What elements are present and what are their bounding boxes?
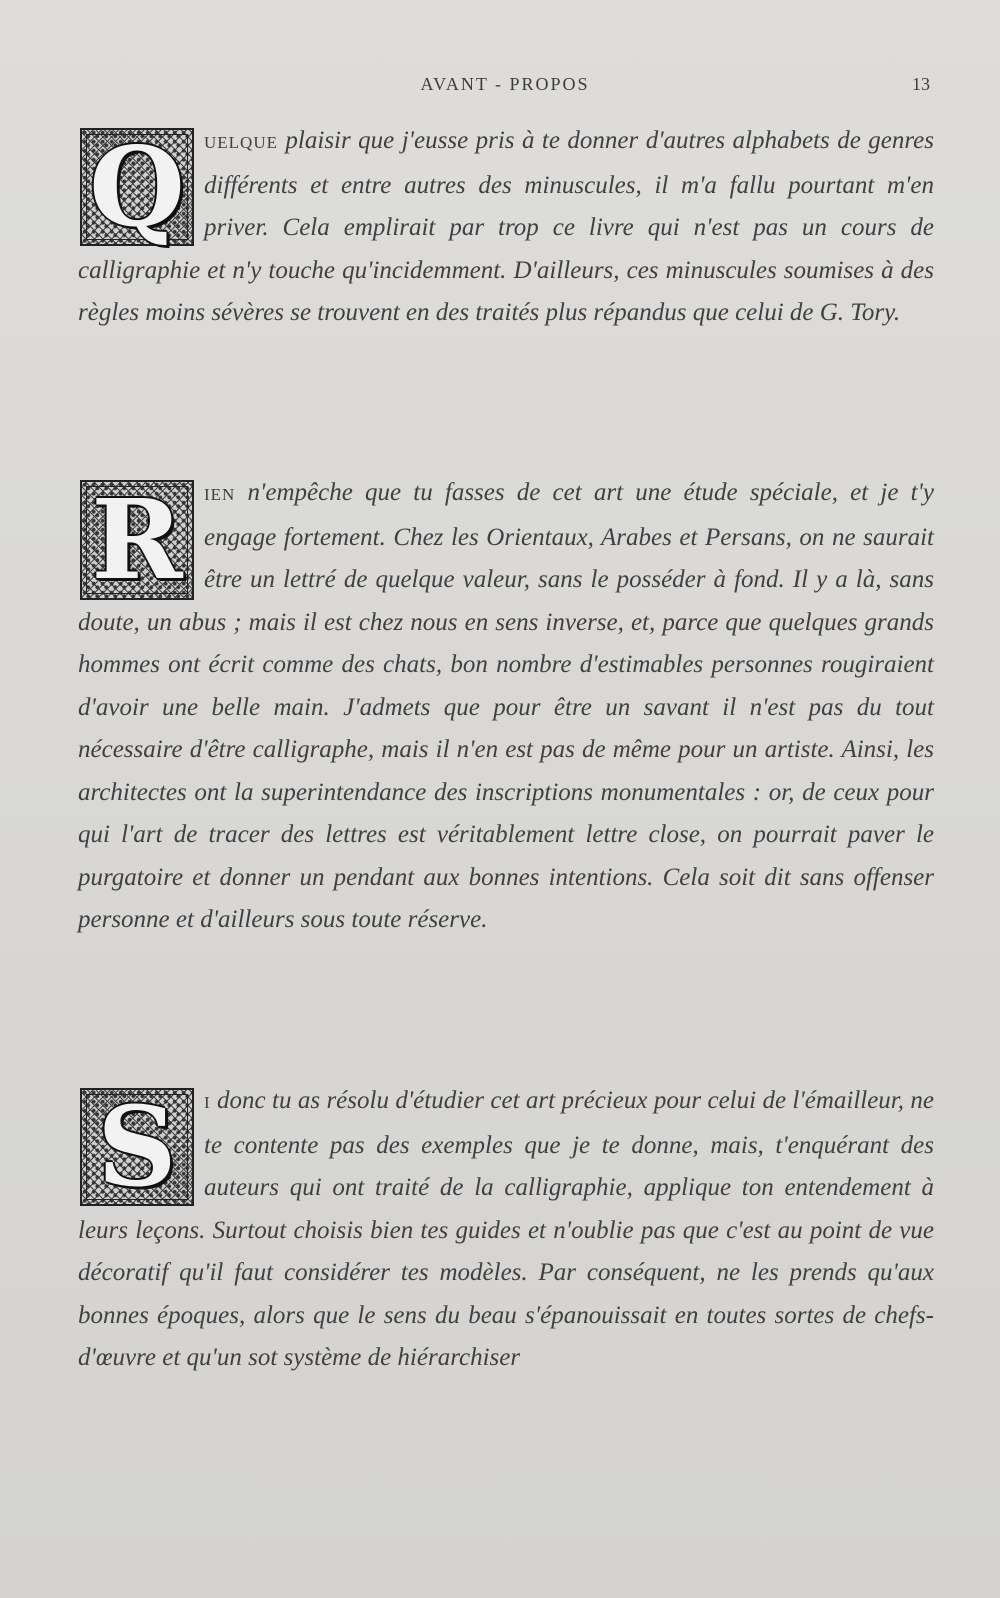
paragraph-3: [78, 1080, 934, 1380]
paragraph-2: [78, 472, 934, 942]
page-number: 13: [912, 74, 930, 94]
paragraph-text: donc tu as résolu d'étudier cet art précieux pour celui de l'émailleur, ne te contente pas des exemples que je te donne, mais, t'enquérant des auteurs qui ont traité de la calligraphie, applique ton entendement à leurs leçons. Surtout choisis bien tes guides et n'oublie pas que c'est au point de vue décoratif qu'il faut considérer tes modèles. Par conséquent, ne les prends qu'aux bonnes époques, alors que le sens du beau s'épanouissait en toutes sortes de chefs-d'œuvre et qu'un sot système de hiérarchiser: [78, 1087, 934, 1371]
initial-letter: S: [97, 1082, 177, 1211]
ornamental-initial-s: [80, 1082, 194, 1211]
ornamental-initial-q: [80, 122, 194, 251]
paragraph-lead-smallcaps: IEN: [204, 485, 236, 504]
paragraph-text: plaisir que j'eusse pris à te donner d'autres alphabets de genres différents et entre autres des minuscules, il m'a fallu pourtant m'en priver. Cela emplirait par trop ce livre qui n'est pas un cours de calligraphie et n'y touche qu'incidemment. D'ailleurs, ces minuscules soumises à des règles moins sévères se trouvent en des traités plus répandus que celui de G. Tory.: [78, 127, 934, 326]
paragraph-text: n'empêche que tu fasses de cet art une étude spéciale, et je t'y engage fortement. Chez les Orientaux, Arabes et Persans, on ne saurait être un lettré de quelque valeur, sans le posséder à fond. Il y a là, sans doute, un abus ; mais il est chez nous en sens inverse, et, parce que quelques grands hommes ont écrit comme des chats, bon nombre d'estimables personnes rougiraient d'avoir une belle main. J'admets que pour être un savant il n'est pas du tout nécessaire d'être calligraphe, mais il n'en est pas de même pour un artiste. Ainsi, les architectes ont la superintendance des inscriptions monumentales : or, de ceux pour qui l'art de tracer des lettres est véritablement lettre close, on pourrait paver le purgatoire et donner un pendant aux bonnes intentions. Cela soit dit sans offenser personne et d'ailleurs sous toute réserve.: [78, 479, 934, 933]
running-head: [80, 74, 930, 104]
initial-letter: Q: [89, 122, 185, 251]
paragraph-1: [78, 120, 934, 335]
paragraph-lead-smallcaps: UELQUE: [204, 133, 278, 152]
running-title: AVANT - PROPOS: [420, 74, 590, 94]
initial-letter: R: [91, 475, 183, 604]
ornamental-initial-r: [80, 475, 194, 604]
paragraph-lead-smallcaps: I: [204, 1093, 211, 1112]
